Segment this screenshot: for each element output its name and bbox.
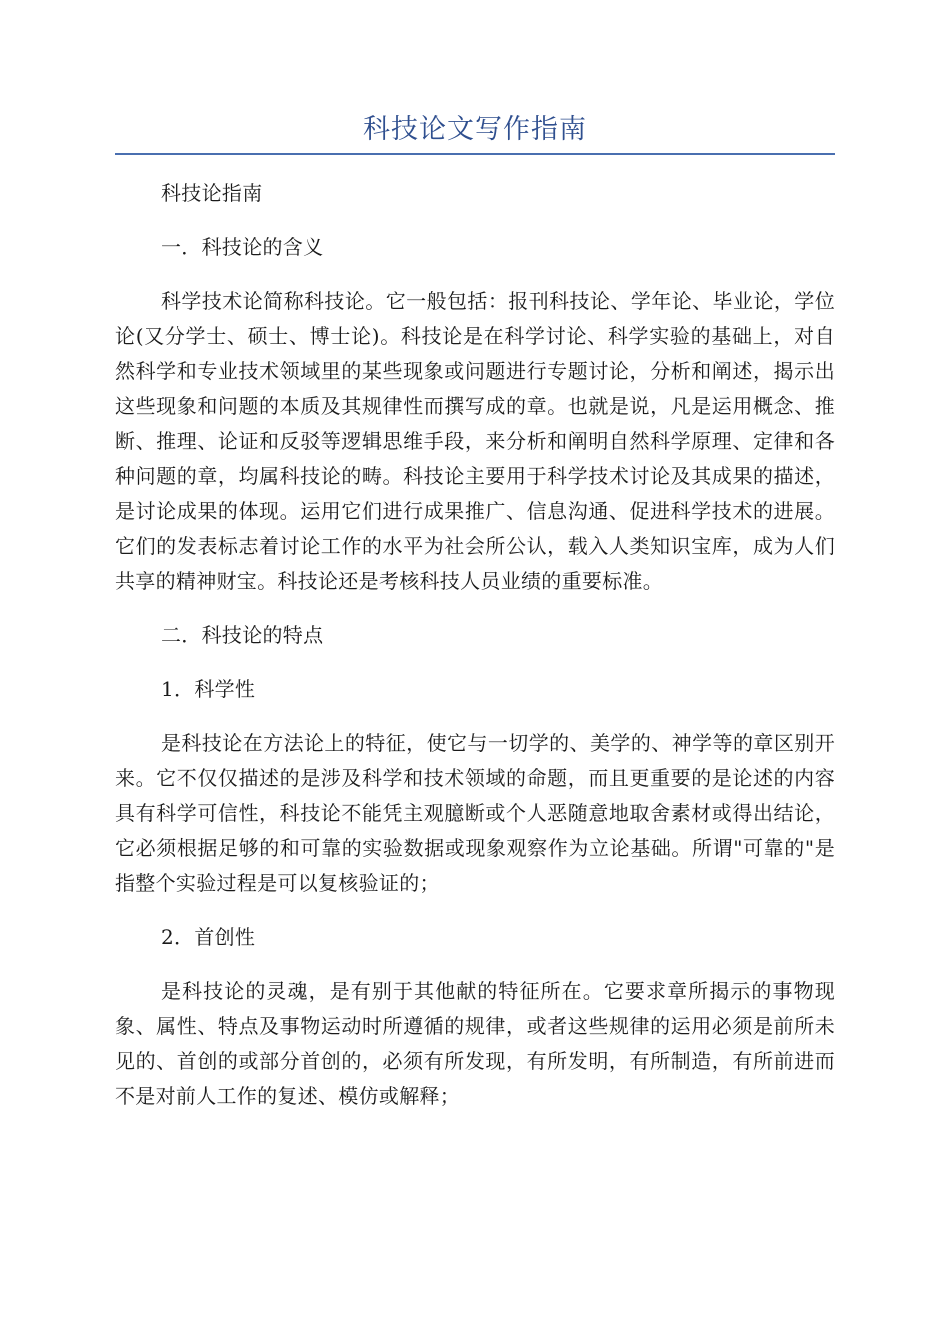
document-subtitle: 科技论指南 (161, 181, 263, 205)
section-2-heading: 二．科技论的特点 (161, 623, 324, 647)
document-body (115, 176, 835, 1133)
item-1-paragraph: 是科技论在方法论上的特征，使它与一切学的、美学的、神学等的章区别开来。它不仅仅描述的是涉及科学和技术领域的命题，而且更重要的是论述的内容具有科学可信性，科技论不能凭主观臆断或个人恶随意地取舍素材或得出结论，它必须根据足够的和可靠的实验数据或现象观察作为立论基础。所谓"可靠的"是指整个实验过程是可以复核验证的； (115, 731, 835, 895)
item-2-paragraph: 是科技论的灵魂，是有别于其他献的特征所在。它要求章所揭示的事物现象、属性、特点及事物运动时所遵循的规律，或者这些规律的运用必须是前所未见的、首创的或部分首创的，必须有所发现，有所发明，有所制造，有所前进而不是对前人工作的复述、模仿或解释； (115, 979, 835, 1108)
section-1-paragraph: 科学技术论简称科技论。它一般包括：报刊科技论、学年论、毕业论，学位论(又分学士、硕士、博士论)。科技论是在科学讨论、科学实验的基础上，对自然科学和专业技术领域里的某些现象或问题进行专题讨论，分析和阐述，揭示出这些现象和问题的本质及其规律性而撰写成的章。也就是说，凡是运用概念、推断、推理、论证和反驳等逻辑思维手段，来分析和阐明自然科学原理、定律和各种问题的章，均属科技论的畴。科技论主要用于科学技术讨论及其成果的描述，是讨论成果的体现。运用它们进行成果推广、信息沟通、促进科学技术的进展。它们的发表标志着讨论工作的水平为社会所公认，载入人类知识宝库，成为人们共享的精神财宝。科技论还是考核科技人员业绩的重要标准。 (115, 289, 835, 593)
item-2-heading: 2．首创性 (161, 925, 256, 949)
title-underline (115, 153, 835, 155)
section-1-heading: 一．科技论的含义 (161, 235, 324, 259)
item-1-heading: 1．科学性 (161, 677, 256, 701)
document-title: 科技论文写作指南 (363, 114, 587, 145)
